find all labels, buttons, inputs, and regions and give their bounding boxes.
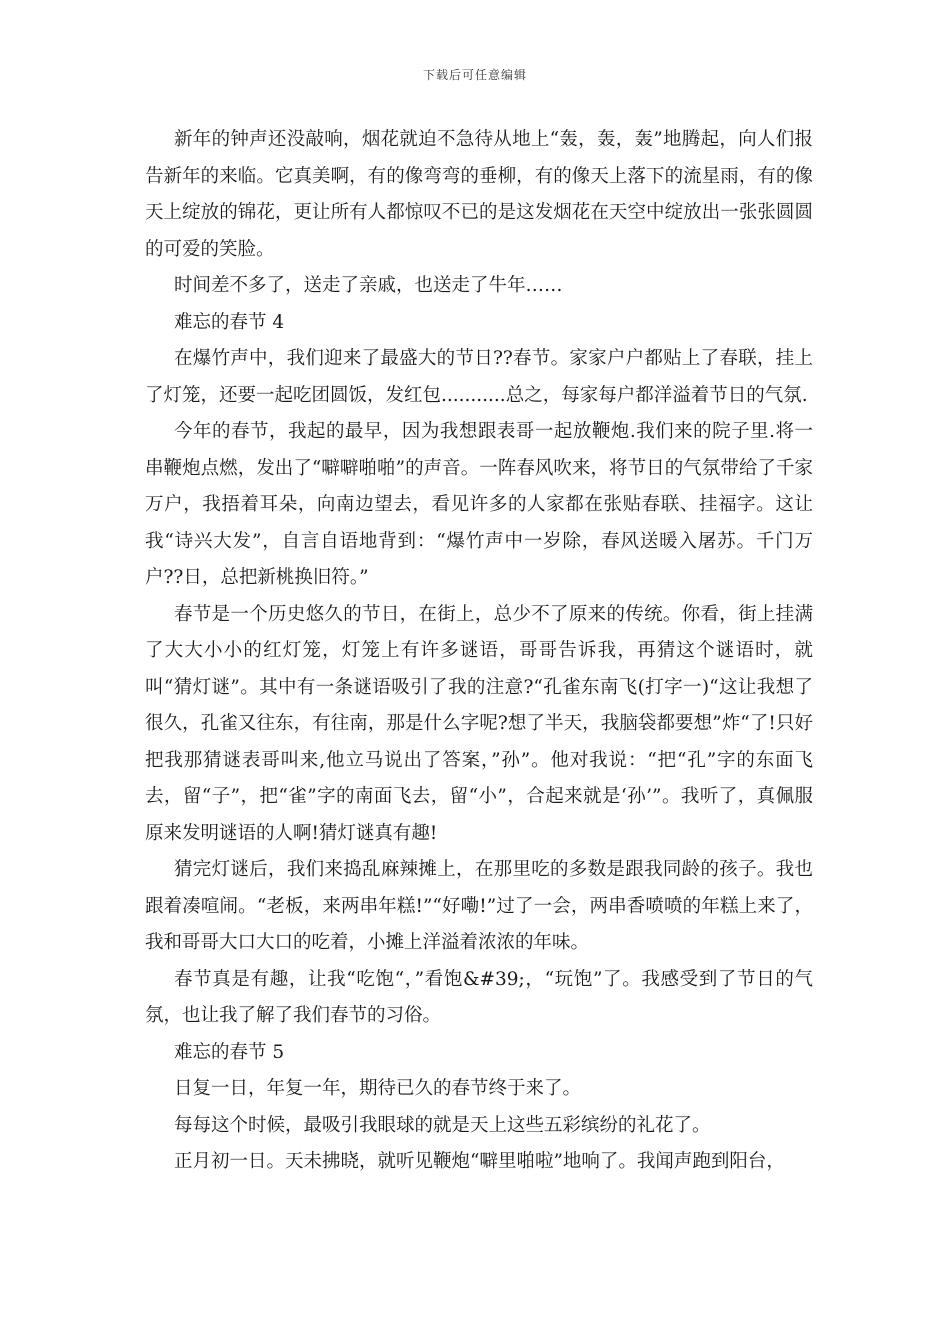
paragraph-lantern-riddles: 春节是一个历史悠久的节日，在街上，总少不了原来的传统。你看，街上挂满了大大小小的红灯笼，灯笼上有许多谜语，哥哥告诉我，再猜这个谜语时，就叫“猜灯谜”。其中有一条谜语吸引了我的注意?“孔雀东南飞(打字一)“这让我想了很久，孔雀又往东，有往南，那是什么字呢?想了半天，我脑袋都要想”炸“了!只好把我那猜谜表哥叫来,他立马说出了答案，”孙”。他对我说：“把“孔”字的东面飞去，留“子”，把“雀”字的南面飞去，留“小”，合起来就是‘孙’”。我听了，真佩服原来发明谜语的人啊!猜灯谜真有趣! <box>145 603 813 844</box>
section-heading-5: 难忘的春节 5 <box>174 1041 285 1063</box>
paragraph-day-after-day: 日复一日，年复一年，期待已久的春节终于来了。 <box>174 1078 582 1099</box>
section-heading-4: 难忘的春节 4 <box>174 311 285 333</box>
paragraph-snack-stall: 猜完灯谜后，我们来捣乱麻辣摊上，在那里吃的多数是跟我同龄的孩子。我也跟着凑喧闹。“老板，来两串年糕!”“好嘞!”过了一会，两串香喷喷的年糕上来了，我和哥哥大口大口的吃着，小摊上洋溢着浓浓的年味。 <box>145 859 813 953</box>
paragraph-new-year-morning: 正月初一日。天未拂晓，就听见鞭炮“噼里啪啦”地响了。我闻声跑到阳台， <box>174 1151 785 1172</box>
paragraph-festival-intro: 在爆竹声中，我们迎来了最盛大的节日??春节。家家户户都贴上了春联，挂上了灯笼，还要一起吃团圆饭，发红包...........总之，每家每户都洋溢着节日的气氛. <box>145 348 813 406</box>
paragraph-fireworks-attract: 每每这个时候，最吸引我眼球的就是天上这些五彩缤纷的礼花了。 <box>174 1114 711 1136</box>
paragraph-farewell: 时间差不多了，送走了亲戚，也送走了牛年…… <box>174 275 563 296</box>
paragraph-firecrackers: 今年的春节，我起的最早，因为我想跟表哥一起放鞭炮.我们来的院子里.将一串鞭炮点燃，发出了“噼噼啪啪”的声音。一阵春风吹来，将节日的气氛带给了千家万户，我捂着耳朵，向南边望去，看见许多的人家都在张贴春联、挂福字。这让我“诗兴大发”，自言自语地背到：“爆竹声中一岁除，春风送暖入屠苏。千门万户??日，总把新桃换旧符。” <box>145 421 813 588</box>
paragraph-conclusion: 春节真是有趣，让我“吃饱“，”看饱&#39;，“玩饱”了。我感受到了节日的气氛，也让我了解了我们春节的习俗。 <box>145 968 813 1026</box>
page-header: 下载后可任意编辑 <box>422 68 527 82</box>
paragraph-fireworks: 新年的钟声还没敲响，烟花就迫不急待从地上“轰，轰，轰”地腾起，向人们报告新年的来临。它真美啊，有的像弯弯的垂柳，有的像天上落下的流星雨，有的像天上绽放的锦花，更让所有人都惊叹不已的是这发烟花在天空中绽放出一张张圆圆的可爱的笑脸。 <box>145 129 813 260</box>
document-body <box>145 122 813 1181</box>
